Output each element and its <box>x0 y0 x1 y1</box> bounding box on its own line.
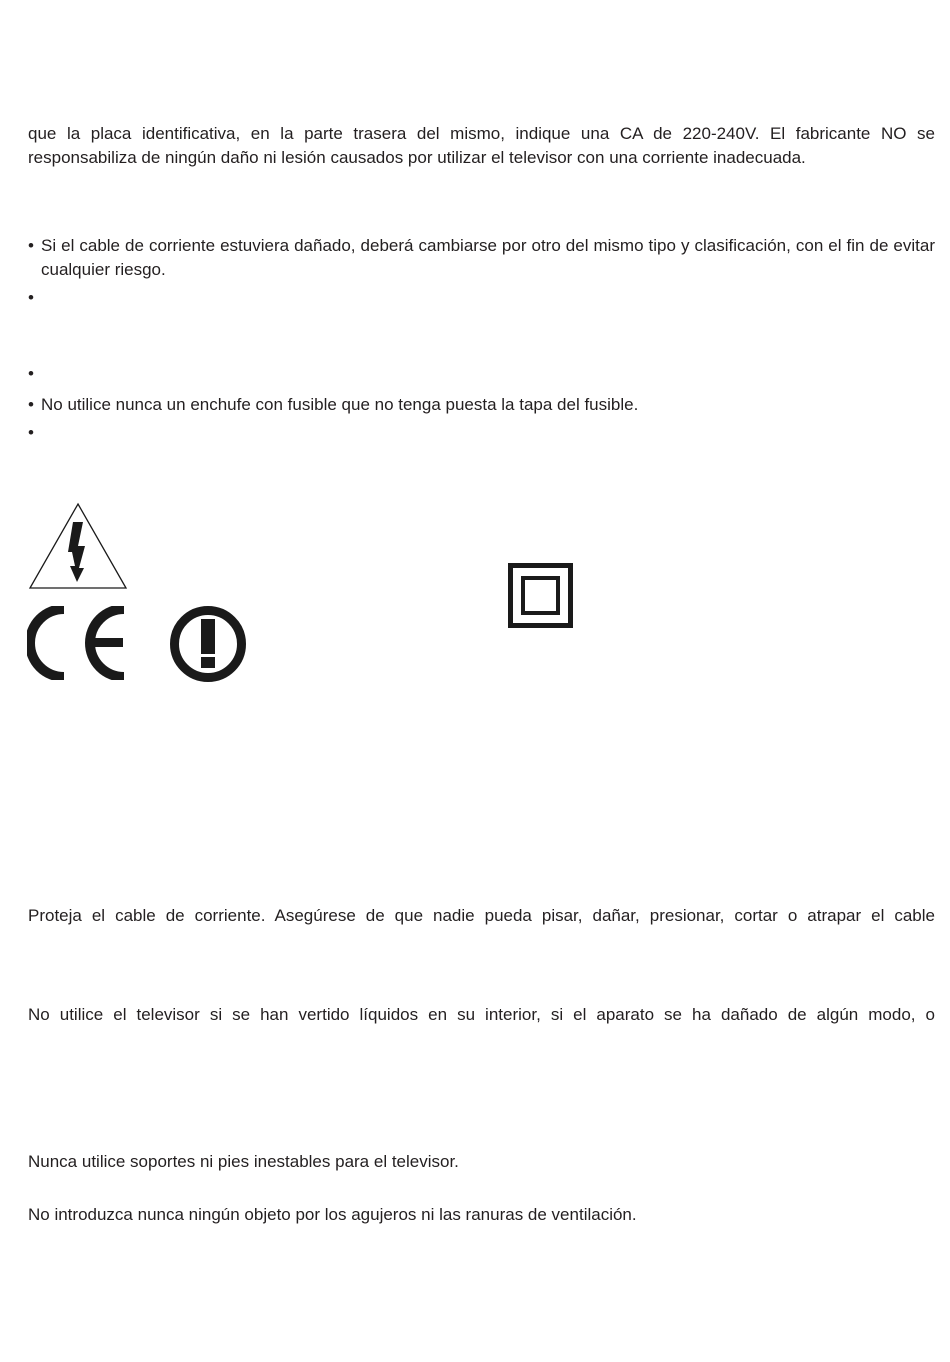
bullet-dot: • <box>28 236 34 255</box>
bullet-text: No utilice nunca un enchufe con fusible que no tenga puesta la tapa del fusible. <box>41 395 639 414</box>
bullet-item-power-cord-damage <box>28 234 935 282</box>
liquid-damage-text: No utilice el televisor si se han vertido líquidos en su interior, si el aparato se ha dañado de algún modo, o <box>28 1005 935 1024</box>
exclamation-circle-icon <box>168 604 248 684</box>
unstable-stand-text: Nunca utilice soportes ni pies inestables para el televisor. <box>28 1152 459 1171</box>
bullet-dot: • <box>28 288 34 307</box>
bullet-text: Si el cable de corriente estuviera dañado, deberá cambiarse por otro del mismo tipo y clasificación, con el fin de evitar cualquier riesgo. <box>41 236 935 279</box>
ce-mark-icon <box>27 606 129 680</box>
double-insulation-icon <box>508 563 573 628</box>
bullet-dot: • <box>28 364 34 383</box>
bullet-dot: • <box>28 423 34 442</box>
ventilation-objects-text: No introduzca nunca ningún objeto por los agujeros ni las ranuras de ventilación. <box>28 1205 637 1224</box>
bullet-item-fuse-cover <box>28 393 935 417</box>
intro-paragraph: que la placa identificativa, en la parte trasera del mismo, indique una CA de 220-240V. El fabricante NO se responsabiliza de ningún daño ni lesión causados por utilizar el televisor con una corriente inadecuada. <box>28 124 935 167</box>
lightning-warning-triangle-icon <box>28 502 128 590</box>
bullet-dot: • <box>28 395 34 414</box>
power-cord-protection-text: Proteja el cable de corriente. Asegúrese de que nadie pueda pisar, dañar, presionar, cortar o atrapar el cable <box>28 906 935 925</box>
